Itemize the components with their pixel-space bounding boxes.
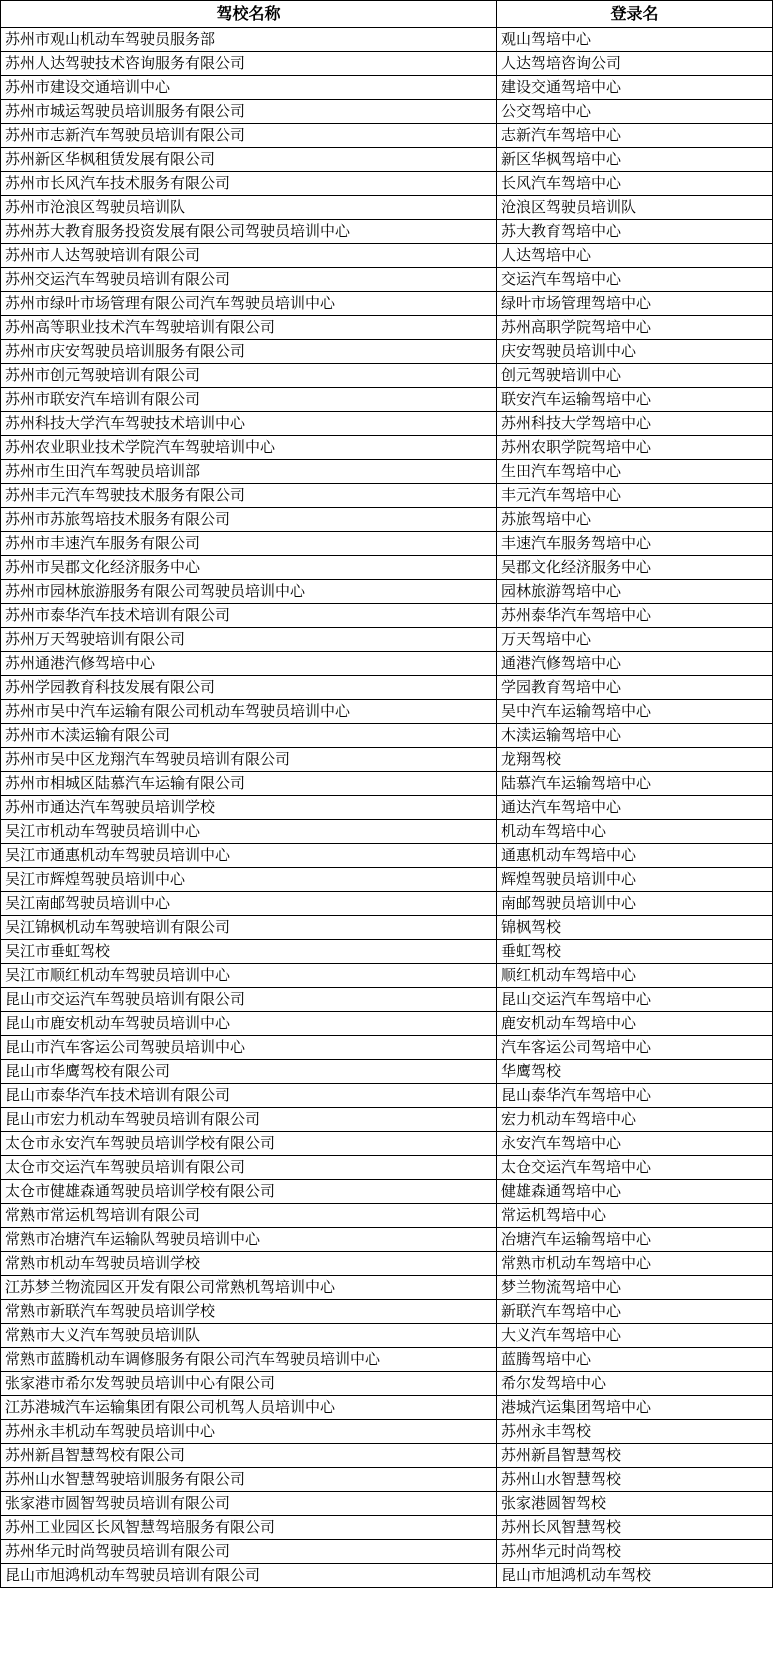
school-name-cell: 苏州市人达驾驶培训有限公司	[1, 244, 497, 268]
table-row	[1, 628, 773, 652]
school-name-cell: 昆山市汽车客运公司驾驶员培训中心	[1, 1036, 497, 1060]
login-name-cell: 苏州高职学院驾培中心	[497, 316, 773, 340]
school-name-cell: 昆山市交运汽车驾驶员培训有限公司	[1, 988, 497, 1012]
school-name-cell: 苏州市联安汽车培训有限公司	[1, 388, 497, 412]
login-name-cell: 交运汽车驾培中心	[497, 268, 773, 292]
login-name-cell: 学园教育驾培中心	[497, 676, 773, 700]
table-row	[1, 364, 773, 388]
login-name-cell: 昆山市旭鸿机动车驾校	[497, 1564, 773, 1588]
login-name-cell: 机动车驾培中心	[497, 820, 773, 844]
table-row	[1, 1036, 773, 1060]
school-name-cell: 苏州永丰机动车驾驶员培训中心	[1, 1420, 497, 1444]
table-row	[1, 772, 773, 796]
school-name-cell: 常熟市蓝腾机动车调修服务有限公司汽车驾驶员培训中心	[1, 1348, 497, 1372]
table-row	[1, 268, 773, 292]
login-name-cell: 锦枫驾校	[497, 916, 773, 940]
school-name-cell: 苏州科技大学汽车驾驶技术培训中心	[1, 412, 497, 436]
login-name-cell: 苏州华元时尚驾校	[497, 1540, 773, 1564]
login-name-cell: 鹿安机动车驾培中心	[497, 1012, 773, 1036]
login-name-cell: 苏州山水智慧驾校	[497, 1468, 773, 1492]
school-name-cell: 苏州市沧浪区驾驶员培训队	[1, 196, 497, 220]
table-row	[1, 1372, 773, 1396]
login-name-cell: 顺红机动车驾培中心	[497, 964, 773, 988]
header-row	[1, 1, 773, 28]
school-name-cell: 常熟市大义汽车驾驶员培训队	[1, 1324, 497, 1348]
login-name-cell: 希尔发驾培中心	[497, 1372, 773, 1396]
school-name-cell: 昆山市旭鸿机动车驾驶员培训有限公司	[1, 1564, 497, 1588]
school-name-cell: 苏州市吴郡文化经济服务中心	[1, 556, 497, 580]
login-name-cell: 蓝腾驾培中心	[497, 1348, 773, 1372]
table-row	[1, 916, 773, 940]
login-name-cell: 通港汽修驾培中心	[497, 652, 773, 676]
login-name-cell: 大义汽车驾培中心	[497, 1324, 773, 1348]
school-name-cell: 江苏港城汽车运输集团有限公司机驾人员培训中心	[1, 1396, 497, 1420]
school-name-cell: 苏州市丰速汽车服务有限公司	[1, 532, 497, 556]
table-row	[1, 1204, 773, 1228]
school-name-cell: 苏州山水智慧驾驶培训服务有限公司	[1, 1468, 497, 1492]
school-name-cell: 苏州市相城区陆慕汽车运输有限公司	[1, 772, 497, 796]
school-name-cell: 苏州市志新汽车驾驶员培训有限公司	[1, 124, 497, 148]
school-name-cell: 苏州新昌智慧驾校有限公司	[1, 1444, 497, 1468]
login-name-cell: 庆安驾驶员培训中心	[497, 340, 773, 364]
login-name-cell: 苏旅驾培中心	[497, 508, 773, 532]
table-row	[1, 1540, 773, 1564]
school-name-cell: 张家港市希尔发驾驶员培训中心有限公司	[1, 1372, 497, 1396]
table-row	[1, 1564, 773, 1588]
login-name-cell: 苏州泰华汽车驾培中心	[497, 604, 773, 628]
table-row	[1, 820, 773, 844]
login-name-cell: 吴郡文化经济服务中心	[497, 556, 773, 580]
school-name-cell: 苏州万天驾驶培训有限公司	[1, 628, 497, 652]
school-name-cell: 苏州市生田汽车驾驶员培训部	[1, 460, 497, 484]
table-row	[1, 1108, 773, 1132]
login-name-cell: 宏力机动车驾培中心	[497, 1108, 773, 1132]
login-name-cell: 梦兰物流驾培中心	[497, 1276, 773, 1300]
login-name-cell: 龙翔驾校	[497, 748, 773, 772]
table-row	[1, 1468, 773, 1492]
school-name-cell: 苏州市长风汽车技术服务有限公司	[1, 172, 497, 196]
login-name-cell: 冶塘汽车运输驾培中心	[497, 1228, 773, 1252]
table-row	[1, 196, 773, 220]
table-header	[1, 1, 773, 28]
school-name-cell: 苏州市庆安驾驶员培训服务有限公司	[1, 340, 497, 364]
table-row	[1, 1444, 773, 1468]
school-name-cell: 昆山市宏力机动车驾驶员培训有限公司	[1, 1108, 497, 1132]
school-name-cell: 苏州市创元驾驶培训有限公司	[1, 364, 497, 388]
login-name-cell: 万天驾培中心	[497, 628, 773, 652]
table-row	[1, 340, 773, 364]
login-name-cell: 人达驾培中心	[497, 244, 773, 268]
table-row	[1, 724, 773, 748]
login-name-cell: 辉煌驾驶员培训中心	[497, 868, 773, 892]
school-name-cell: 苏州华元时尚驾驶员培训有限公司	[1, 1540, 497, 1564]
table-row	[1, 892, 773, 916]
login-name-cell: 木渎运输驾培中心	[497, 724, 773, 748]
table-row	[1, 748, 773, 772]
table-row	[1, 76, 773, 100]
table-row	[1, 1348, 773, 1372]
header-login-name: 登录名	[497, 1, 773, 28]
table-row	[1, 148, 773, 172]
login-name-cell: 华鹰驾校	[497, 1060, 773, 1084]
school-name-cell: 吴江市机动车驾驶员培训中心	[1, 820, 497, 844]
table-row	[1, 316, 773, 340]
school-name-cell: 苏州交运汽车驾驶员培训有限公司	[1, 268, 497, 292]
table-row	[1, 1276, 773, 1300]
table-row	[1, 1420, 773, 1444]
login-name-cell: 沧浪区驾驶员培训队	[497, 196, 773, 220]
login-name-cell: 创元驾驶培训中心	[497, 364, 773, 388]
school-name-cell: 吴江市垂虹驾校	[1, 940, 497, 964]
school-name-cell: 昆山市鹿安机动车驾驶员培训中心	[1, 1012, 497, 1036]
table-row	[1, 988, 773, 1012]
login-name-cell: 联安汽车运输驾培中心	[497, 388, 773, 412]
school-name-cell: 吴江市顺红机动车驾驶员培训中心	[1, 964, 497, 988]
table-row	[1, 100, 773, 124]
school-name-cell: 吴江市通惠机动车驾驶员培训中心	[1, 844, 497, 868]
table-row	[1, 868, 773, 892]
school-name-cell: 张家港市圆智驾驶员培训有限公司	[1, 1492, 497, 1516]
school-name-cell: 苏州市绿叶市场管理有限公司汽车驾驶员培训中心	[1, 292, 497, 316]
table-row	[1, 292, 773, 316]
school-name-cell: 苏州市观山机动车驾驶员服务部	[1, 28, 497, 52]
school-name-cell: 太仓市健雄森通驾驶员培训学校有限公司	[1, 1180, 497, 1204]
table-row	[1, 532, 773, 556]
school-name-cell: 苏州市吴中汽车运输有限公司机动车驾驶员培训中心	[1, 700, 497, 724]
table-row	[1, 604, 773, 628]
login-name-cell: 昆山交运汽车驾培中心	[497, 988, 773, 1012]
school-name-cell: 常熟市机动车驾驶员培训学校	[1, 1252, 497, 1276]
table-row	[1, 1324, 773, 1348]
login-name-cell: 陆慕汽车运输驾培中心	[497, 772, 773, 796]
login-name-cell: 苏州长风智慧驾校	[497, 1516, 773, 1540]
login-name-cell: 新区华枫驾培中心	[497, 148, 773, 172]
table-row	[1, 28, 773, 52]
table-row	[1, 1084, 773, 1108]
header-school-name: 驾校名称	[1, 1, 497, 28]
school-name-cell: 昆山市泰华汽车技术培训有限公司	[1, 1084, 497, 1108]
school-name-cell: 太仓市永安汽车驾驶员培训学校有限公司	[1, 1132, 497, 1156]
school-name-cell: 苏州市木渎运输有限公司	[1, 724, 497, 748]
table-row	[1, 1180, 773, 1204]
school-name-cell: 常熟市冶塘汽车运输队驾驶员培训中心	[1, 1228, 497, 1252]
table-row	[1, 1252, 773, 1276]
table-row	[1, 844, 773, 868]
school-name-cell: 苏州高等职业技术汽车驾驶培训有限公司	[1, 316, 497, 340]
table-row	[1, 412, 773, 436]
login-name-cell: 苏大教育驾培中心	[497, 220, 773, 244]
school-name-cell: 苏州新区华枫租赁发展有限公司	[1, 148, 497, 172]
table-row	[1, 676, 773, 700]
table-row	[1, 460, 773, 484]
login-name-cell: 常运机驾培中心	[497, 1204, 773, 1228]
table-row	[1, 1012, 773, 1036]
table-row	[1, 244, 773, 268]
school-name-cell: 苏州学园教育科技发展有限公司	[1, 676, 497, 700]
table-row	[1, 484, 773, 508]
table-row	[1, 1300, 773, 1324]
login-name-cell: 丰速汽车服务驾培中心	[497, 532, 773, 556]
school-name-cell: 苏州苏大教育服务投资发展有限公司驾驶员培训中心	[1, 220, 497, 244]
table-body	[1, 28, 773, 1588]
login-name-cell: 苏州农职学院驾培中心	[497, 436, 773, 460]
login-name-cell: 太仓交运汽车驾培中心	[497, 1156, 773, 1180]
login-name-cell: 志新汽车驾培中心	[497, 124, 773, 148]
login-name-cell: 通达汽车驾培中心	[497, 796, 773, 820]
table-row	[1, 940, 773, 964]
login-name-cell: 健雄森通驾培中心	[497, 1180, 773, 1204]
school-name-cell: 苏州人达驾驶技术咨询服务有限公司	[1, 52, 497, 76]
table-row	[1, 1228, 773, 1252]
login-name-cell: 建设交通驾培中心	[497, 76, 773, 100]
table-row	[1, 580, 773, 604]
login-name-cell: 苏州永丰驾校	[497, 1420, 773, 1444]
login-name-cell: 苏州新昌智慧驾校	[497, 1444, 773, 1468]
login-name-cell: 园林旅游驾培中心	[497, 580, 773, 604]
school-name-cell: 常熟市新联汽车驾驶员培训学校	[1, 1300, 497, 1324]
school-name-cell: 苏州丰元汽车驾驶技术服务有限公司	[1, 484, 497, 508]
login-name-cell: 汽车客运公司驾培中心	[497, 1036, 773, 1060]
school-name-cell: 苏州市园林旅游服务有限公司驾驶员培训中心	[1, 580, 497, 604]
table-row	[1, 1516, 773, 1540]
login-name-cell: 港城汽运集团驾培中心	[497, 1396, 773, 1420]
login-name-cell: 永安汽车驾培中心	[497, 1132, 773, 1156]
table-row	[1, 52, 773, 76]
login-name-cell: 生田汽车驾培中心	[497, 460, 773, 484]
table-row	[1, 1060, 773, 1084]
school-name-cell: 苏州市建设交通培训中心	[1, 76, 497, 100]
table-row	[1, 652, 773, 676]
login-name-cell: 新联汽车驾培中心	[497, 1300, 773, 1324]
login-name-cell: 张家港圆智驾校	[497, 1492, 773, 1516]
school-name-cell: 吴江市辉煌驾驶员培训中心	[1, 868, 497, 892]
school-name-cell: 苏州市城运驾驶员培训服务有限公司	[1, 100, 497, 124]
table-row	[1, 172, 773, 196]
table-row	[1, 508, 773, 532]
login-name-cell: 吴中汽车运输驾培中心	[497, 700, 773, 724]
login-name-cell: 公交驾培中心	[497, 100, 773, 124]
login-name-cell: 绿叶市场管理驾培中心	[497, 292, 773, 316]
table-row	[1, 1492, 773, 1516]
login-name-cell: 通惠机动车驾培中心	[497, 844, 773, 868]
school-name-cell: 苏州市泰华汽车技术培训有限公司	[1, 604, 497, 628]
table-row	[1, 1132, 773, 1156]
school-name-cell: 太仓市交运汽车驾驶员培训有限公司	[1, 1156, 497, 1180]
login-name-cell: 丰元汽车驾培中心	[497, 484, 773, 508]
table-row	[1, 556, 773, 580]
table-row	[1, 220, 773, 244]
login-name-cell: 常熟市机动车驾培中心	[497, 1252, 773, 1276]
school-name-cell: 苏州农业职业技术学院汽车驾驶培训中心	[1, 436, 497, 460]
table-row	[1, 796, 773, 820]
table-row	[1, 436, 773, 460]
login-name-cell: 昆山泰华汽车驾培中心	[497, 1084, 773, 1108]
school-name-cell: 苏州市苏旅驾培技术服务有限公司	[1, 508, 497, 532]
login-name-cell: 垂虹驾校	[497, 940, 773, 964]
login-name-cell: 人达驾培咨询公司	[497, 52, 773, 76]
school-name-cell: 吴江锦枫机动车驾驶培训有限公司	[1, 916, 497, 940]
login-name-cell: 长风汽车驾培中心	[497, 172, 773, 196]
school-name-cell: 昆山市华鹰驾校有限公司	[1, 1060, 497, 1084]
table-row	[1, 124, 773, 148]
table-row	[1, 1396, 773, 1420]
school-name-cell: 吴江南邮驾驶员培训中心	[1, 892, 497, 916]
login-name-cell: 观山驾培中心	[497, 28, 773, 52]
school-name-cell: 苏州市通达汽车驾驶员培训学校	[1, 796, 497, 820]
table-row	[1, 1156, 773, 1180]
school-name-cell: 常熟市常运机驾培训有限公司	[1, 1204, 497, 1228]
table-row	[1, 964, 773, 988]
login-name-cell: 南邮驾驶员培训中心	[497, 892, 773, 916]
school-name-cell: 苏州工业园区长风智慧驾培服务有限公司	[1, 1516, 497, 1540]
login-name-cell: 苏州科技大学驾培中心	[497, 412, 773, 436]
school-name-cell: 江苏梦兰物流园区开发有限公司常熟机驾培训中心	[1, 1276, 497, 1300]
school-name-cell: 苏州通港汽修驾培中心	[1, 652, 497, 676]
table-row	[1, 700, 773, 724]
table-row	[1, 388, 773, 412]
school-name-cell: 苏州市吴中区龙翔汽车驾驶员培训有限公司	[1, 748, 497, 772]
